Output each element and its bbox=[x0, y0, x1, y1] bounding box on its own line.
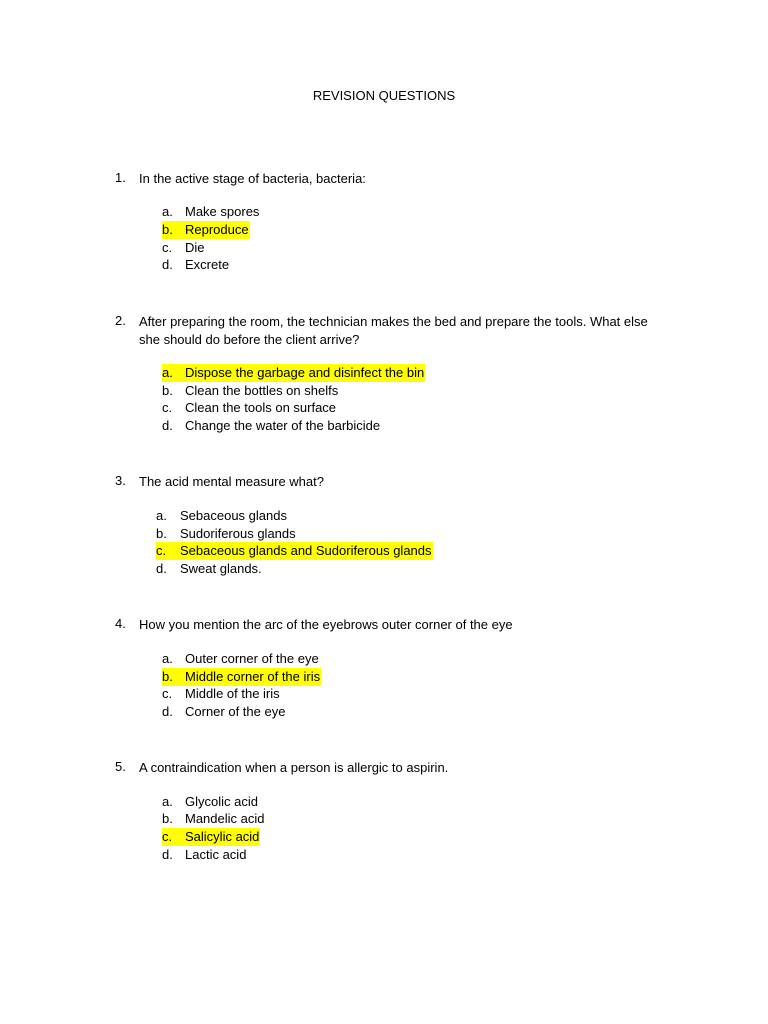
option-text: Sudoriferous glands bbox=[180, 526, 296, 541]
option-letter: a. bbox=[162, 651, 173, 666]
option-text: Lactic acid bbox=[185, 847, 247, 862]
option-letter: c. bbox=[162, 400, 173, 415]
question-text: How you mention the arc of the eyebrows outer corner of the eye bbox=[139, 617, 513, 632]
option-letter: a. bbox=[162, 204, 173, 219]
option-text: Dispose the garbage and disinfect the bin bbox=[185, 365, 425, 380]
option-letter: b. bbox=[162, 383, 173, 398]
question-text: After preparing the room, the technician makes the bed and prepare the tools. What else she should do before the client arrive? bbox=[139, 314, 648, 347]
option-text: Outer corner of the eye bbox=[185, 651, 319, 666]
question-number: 2. bbox=[115, 313, 126, 328]
option-letter: c. bbox=[162, 829, 173, 844]
option-letter: c. bbox=[156, 543, 167, 558]
option-text: Mandelic acid bbox=[185, 811, 265, 826]
question-text: A contraindication when a person is allergic to aspirin. bbox=[139, 760, 449, 775]
option-text: Glycolic acid bbox=[185, 794, 258, 809]
option-text: Middle corner of the iris bbox=[185, 669, 321, 684]
option-text: Corner of the eye bbox=[185, 704, 286, 719]
question-number: 1. bbox=[115, 170, 126, 185]
option-text: Make spores bbox=[185, 204, 260, 219]
option-text: Clean the bottles on shelfs bbox=[185, 383, 339, 398]
option-text: Change the water of the barbicide bbox=[185, 418, 381, 433]
option-letter: d. bbox=[162, 704, 173, 719]
option-letter: d. bbox=[162, 418, 173, 433]
document-title: REVISION QUESTIONS bbox=[312, 88, 456, 103]
question-number: 5. bbox=[115, 759, 126, 774]
option-letter: b. bbox=[162, 811, 173, 826]
option-text: Sweat glands. bbox=[180, 561, 262, 576]
option-letter: c. bbox=[162, 686, 173, 701]
option-letter: d. bbox=[156, 561, 167, 576]
option-text: Middle of the iris bbox=[185, 686, 280, 701]
option-text: Salicylic acid bbox=[185, 829, 260, 844]
option-letter: a. bbox=[162, 794, 173, 809]
option-letter: b. bbox=[156, 526, 167, 541]
option-text: Die bbox=[185, 240, 205, 255]
option-letter: d. bbox=[162, 257, 173, 272]
option-letter: a. bbox=[156, 508, 167, 523]
option-text: Clean the tools on surface bbox=[185, 400, 337, 415]
option-letter: c. bbox=[162, 240, 173, 255]
option-text: Reproduce bbox=[185, 222, 249, 237]
option-text: Excrete bbox=[185, 257, 230, 272]
question-number: 3. bbox=[115, 473, 126, 488]
option-letter: d. bbox=[162, 847, 173, 862]
option-letter: b. bbox=[162, 669, 173, 684]
option-letter: b. bbox=[162, 222, 173, 237]
option-text: Sebaceous glands bbox=[180, 508, 287, 523]
option-letter: a. bbox=[162, 365, 173, 380]
question-number: 4. bbox=[115, 616, 126, 631]
question-text: The acid mental measure what? bbox=[139, 474, 324, 489]
option-text: Sebaceous glands and Sudoriferous glands bbox=[180, 543, 432, 558]
question-text: In the active stage of bacteria, bacteria: bbox=[139, 171, 366, 186]
